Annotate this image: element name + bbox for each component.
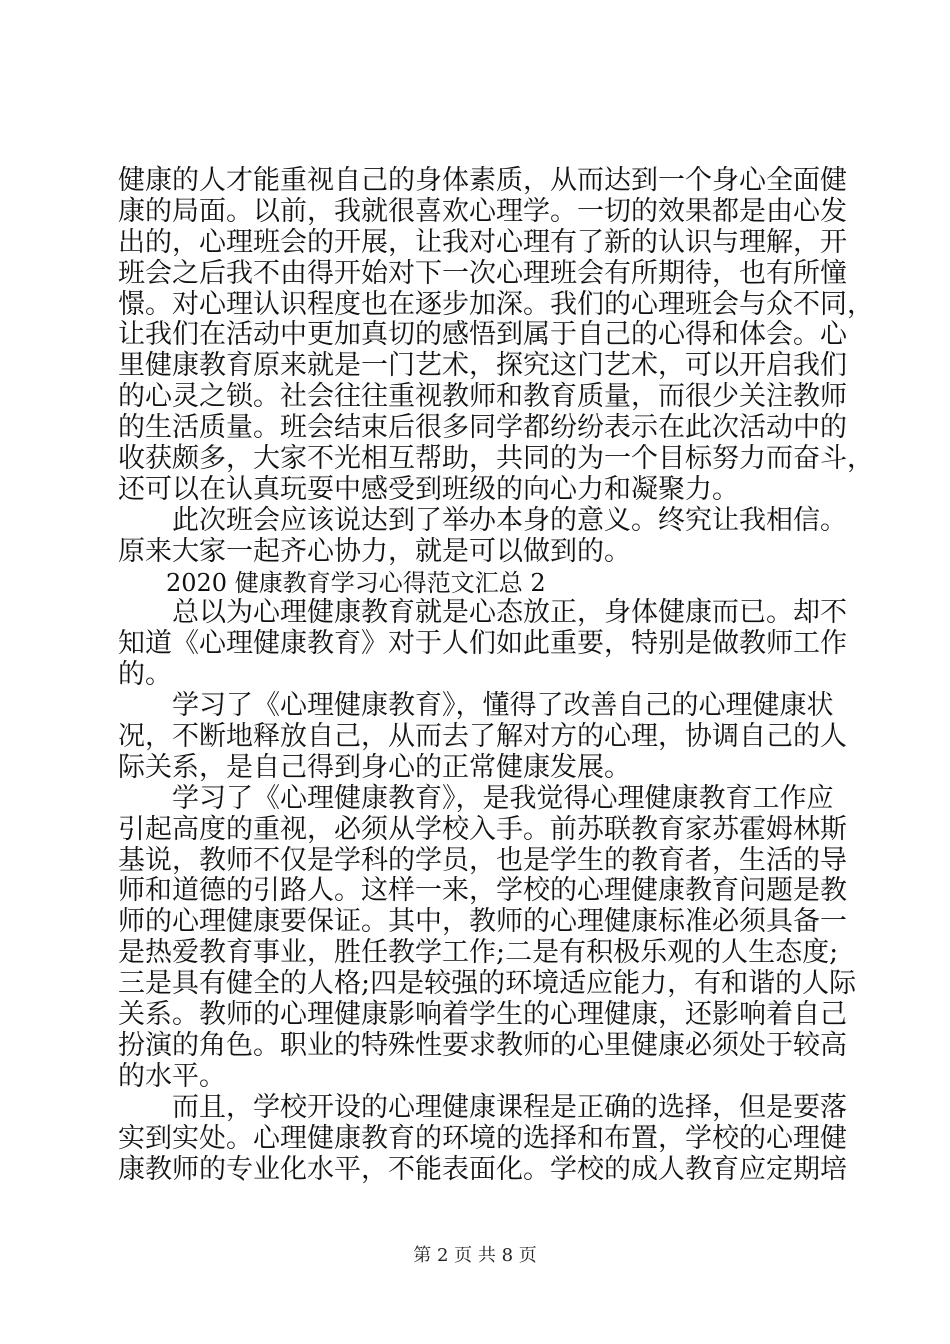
- text-line: 学习了《心理健康教育》，是我觉得心理健康教育工作应: [118, 782, 834, 814]
- text-line: 康教师的专业化水平，不能表面化。学校的成人教育应定期培: [118, 1153, 847, 1185]
- text-line: 际关系，是自己得到身心的正常健康发展。: [118, 751, 631, 783]
- text-line: 让我们在活动中更加真切的感悟到属于自己的心得和体会。心: [118, 319, 847, 351]
- text-line: 出的，心理班会的开展，让我对心理有了新的认识与理解，开: [118, 226, 847, 258]
- text-line: 原来大家一起齐心协力，就是可以做到的。: [118, 535, 631, 567]
- text-line: 的心灵之锁。社会往往重视教师和教育质量，而很少关注教师: [118, 381, 847, 413]
- text-line: 的水平。: [118, 1060, 226, 1092]
- text-line: 基说，教师不仅是学科的学员，也是学生的教育者，生活的导: [118, 844, 847, 876]
- text-line: 而且，学校开设的心理健康课程是正确的选择，但是要落: [118, 1091, 847, 1123]
- text-line: 师的心理健康要保证。其中，教师的心理健康标准必须具备一: [118, 906, 847, 938]
- text-line: 引起高度的重视，必须从学校入手。前苏联教育家苏霍姆林斯: [118, 813, 847, 845]
- text-line: 师和道德的引路人。这样一来，学校的心理健康教育问题是教: [118, 875, 847, 907]
- text-line: 实到实处。心理健康教育的环境的选择和布置，学校的心理健: [118, 1122, 847, 1154]
- text-line: 况，不断地释放自己，从而去了解对方的心理，协调自己的人: [118, 721, 847, 753]
- text-line: 的。: [118, 659, 172, 691]
- text-line: 的生活质量。班会结束后很多同学都纷纷表示在此次活动中的: [118, 412, 847, 444]
- text-line: 班会之后我不由得开始对下一次心理班会有所期待，也有所憧: [118, 257, 847, 289]
- text-line: 是热爱教育事业，胜任教学工作;二是有积极乐观的人生态度;: [118, 937, 839, 969]
- text-line: 此次班会应该说达到了举办本身的意义。终究让我相信。: [118, 504, 847, 536]
- text-line: 知道《心理健康教育》对于人们如此重要，特别是做教师工作: [118, 628, 847, 660]
- text-line: 里健康教育原来就是一门艺术，探究这门艺术，可以开启我们: [118, 350, 847, 382]
- page-number-label: 第 2 页 共 8 页: [413, 1245, 537, 1266]
- text-line: 健康的人才能重视自己的身体素质，从而达到一个身心全面健: [118, 165, 847, 196]
- text-line: 关系。教师的心理健康影响着学生的心理健康，还影响着自己: [118, 999, 847, 1031]
- page-footer: [0, 1244, 950, 1268]
- text-line: 还可以在认真玩耍中感受到班级的向心力和凝聚力。: [118, 473, 739, 505]
- text-line: 康的局面。以前，我就很喜欢心理学。一切的效果都是由心发: [118, 195, 847, 227]
- text-line: 三是具有健全的人格;四是较强的环境适应能力，有和谐的人际: [118, 968, 857, 1000]
- text-line: 学习了《心理健康教育》，懂得了改善自己的心理健康状: [118, 690, 834, 722]
- document-body: [118, 165, 874, 1185]
- text-line: 扮演的角色。职业的特殊性要求教师的心里健康必须处于较高: [118, 1029, 847, 1061]
- section-heading: 2020 健康教育学习心得范文汇总 2: [118, 568, 546, 597]
- text-line: 憬。对心理认识程度也在逐步加深。我们的心理班会与众不同，: [118, 288, 874, 320]
- text-line: 收获颇多，大家不光相互帮助，共同的为一个目标努力而奋斗，: [118, 443, 874, 475]
- text-line: 总以为心理健康教育就是心态放正，身体健康而已。却不: [118, 597, 847, 629]
